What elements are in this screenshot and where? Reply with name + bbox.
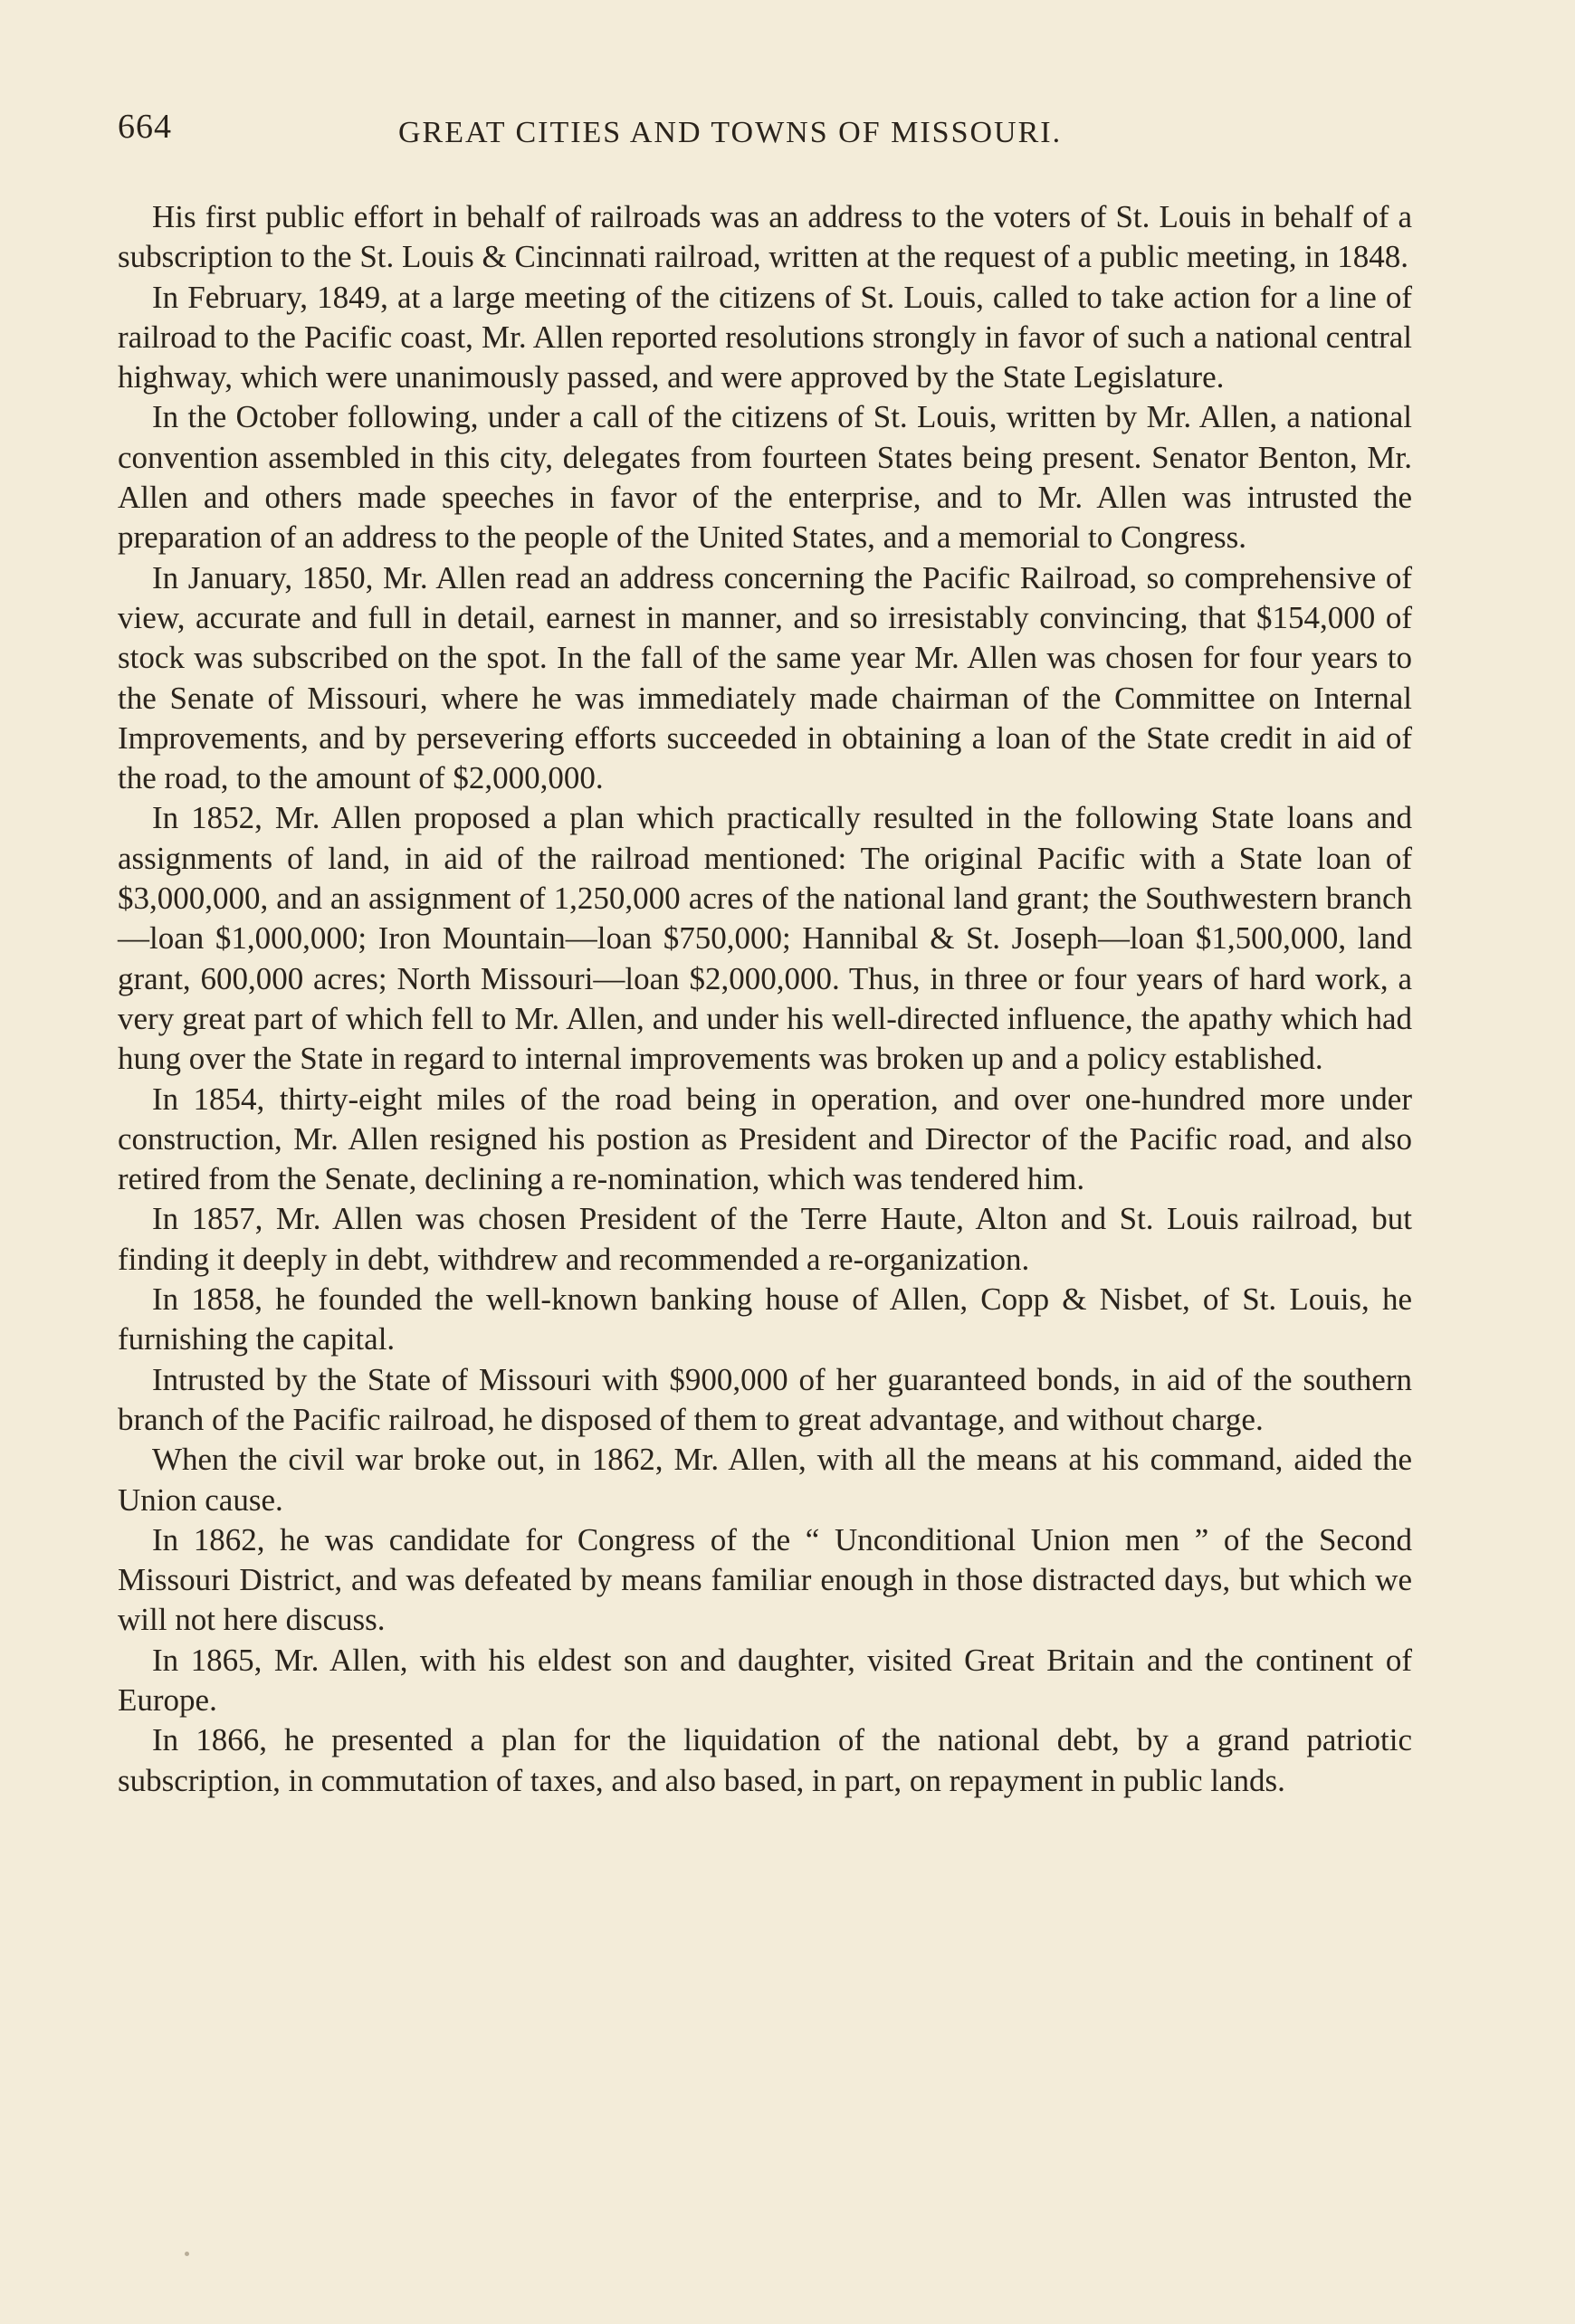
print-speck — [185, 2252, 189, 2256]
running-title: GREAT CITIES AND TOWNS OF MISSOURI. — [398, 116, 1063, 149]
paragraph-1865-europe: In 1865, Mr. Allen, with his eldest son and daughter, visited Great Britain and the continent of Europe. — [118, 1642, 1412, 1718]
paragraph-february-1849: In February, 1849, at a large meeting of the citizens of St. Louis, called to take action for a line of railroad to the Pacific coast, Mr. Allen reported resolutions strongly in favor of such a national central highway, which were unanimously passed, and were approved by the State Legislature. — [118, 279, 1412, 395]
page-number: 664 — [118, 108, 172, 146]
paragraph-guaranteed-bonds: Intrusted by the State of Missouri with $900,000 of her guaranteed bonds, in aid of the southern branch of the Pacific railroad, he disposed of them to great advantage, and without charge. — [118, 1361, 1412, 1437]
paragraph-1866-national-debt: In 1866, he presented a plan for the liquidation of the national debt, by a grand patriotic subscription, in commutation of taxes, and also based, in part, on repayment in public lands. — [118, 1722, 1412, 1798]
paragraph-civil-war: When the civil war broke out, in 1862, Mr. Allen, with all the means at his command, aided the Union cause. — [118, 1442, 1412, 1518]
paragraph-january-1850: In January, 1850, Mr. Allen read an address concerning the Pacific Railroad, so comprehensive of view, accurate and full in detail, earnest in manner, and so irresistably convincing, that $154,000 of stock was subscribed on the spot. In the fall of the same year Mr. Allen was chosen for four years to the Senate of Missouri, where he was immediately made chairman of the Committee on Internal Improvements, and by persevering efforts succeeded in obtaining a loan of the State credit in aid of the road, to the amount of $2,000,000. — [118, 559, 1412, 796]
page-header — [118, 107, 1403, 161]
paragraph-first-railroad-effort: His first public effort in behalf of railroads was an address to the voters of St. Louis in behalf of a subscription to the St. Louis & Cincinnati railroad, written at the request of a public meeting, in 1848. — [118, 199, 1412, 275]
paragraph-1858-banking-house: In 1858, he founded the well-known banking house of Allen, Copp & Nisbet, of St. Louis, he furnishing the capital. — [118, 1281, 1412, 1357]
body-text — [118, 197, 1412, 1801]
paragraph-1852-state-loans: In 1852, Mr. Allen proposed a plan which practically resulted in the following State loans and assignments of land, in aid of the railroad mentioned: The original Pacific with a State loan of $3,000,000, and an assignment of 1,250,000 acres of the national land grant; the Southwestern branch—loan $1,000,000; Iron Mountain—loan $750,000; Hannibal & St. Joseph—loan $1,500,000, land grant, 600,000 acres; North Missouri—loan $2,000,000. Thus, in three or four years of hard work, a very great part of which fell to Mr. Allen, and under his well-directed influence, the apathy which had hung over the State in regard to internal improvements was broken up and a policy established. — [118, 800, 1412, 1077]
paragraph-october-convention: In the October following, under a call of the citizens of St. Louis, written by Mr. Allen, a national convention assembled in this city, delegates from fourteen States being present. Senator Benton, Mr. Allen and others made speeches in favor of the enterprise, and to Mr. Allen was intrusted the preparation of an address to the people of the United States, and a memorial to Congress. — [118, 399, 1412, 556]
paragraph-1857-terre-haute: In 1857, Mr. Allen was chosen President of the Terre Haute, Alton and St. Louis railroad, but finding it deeply in debt, withdrew and recommended a re-organization. — [118, 1201, 1412, 1277]
paragraph-1854-resignation: In 1854, thirty-eight miles of the road being in operation, and over one-hundred more under construction, Mr. Allen resigned his postion as President and Director of the Pacific road, and also retired from the Senate, declining a re-nomination, which was tendered him. — [118, 1081, 1412, 1197]
paragraph-1862-congress: In 1862, he was candidate for Congress of the “ Unconditional Union men ” of the Second Missouri District, and was defeated by means familiar enough in those distracted days, but which we will not here discuss. — [118, 1521, 1412, 1638]
